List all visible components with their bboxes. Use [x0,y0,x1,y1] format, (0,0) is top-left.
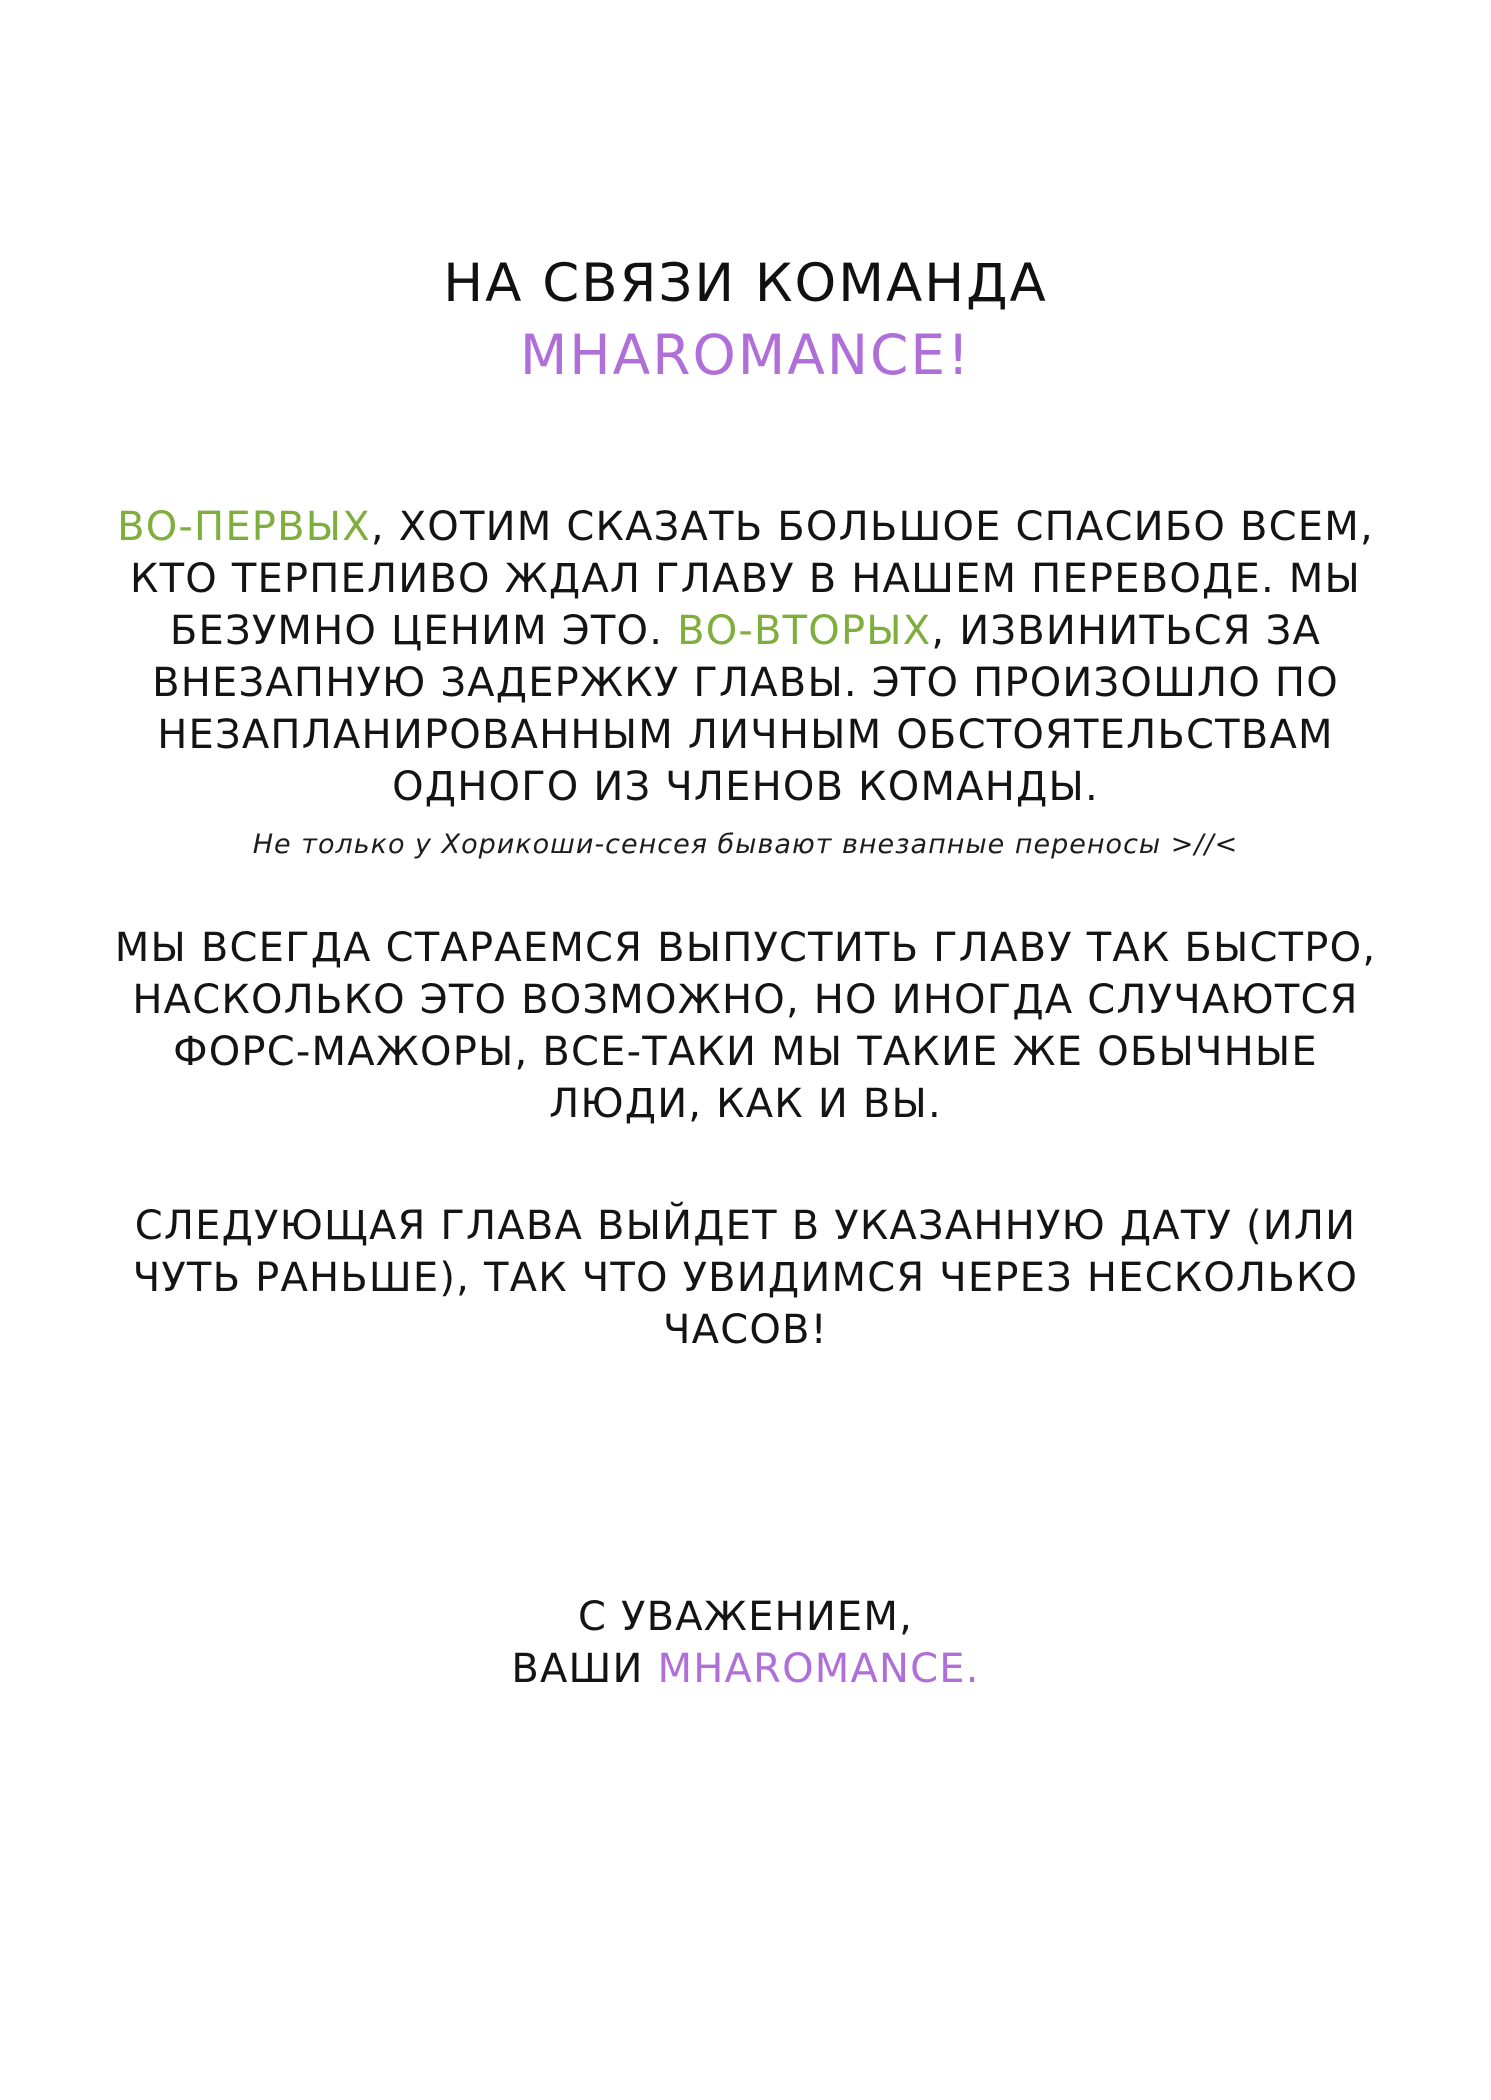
paragraph-first-text-1: , ХОТИМ СКАЗАТЬ БОЛЬШОЕ СПАСИБО ВСЕМ, КТО ТЕРПЕЛИВО ЖДАЛ ГЛАВУ В НАШЕМ ПЕРЕВОДЕ. МЫ БЕЗУМНО ЦЕНИМ ЭТО. [129,503,1374,654]
signature-prefix: ВАШИ [511,1645,658,1692]
page-title [0,255,1491,386]
title-line-2: MHAROMANCE! [519,323,972,388]
highlight-firstly: ВО-ПЕРВЫХ [117,503,371,550]
paragraph-first-note: Не только у Хорикоши-сенсея бывают внезапные переносы >//< [252,828,1239,860]
paragraph-second: МЫ ВСЕГДА СТАРАЕМСЯ ВЫПУСТИТЬ ГЛАВУ ТАК БЫСТРО, НАСКОЛЬКО ЭТО ВОЗМОЖНО, НО ИНОГДА СЛУЧАЮТСЯ ФОРС-МАЖОРЫ, ВСЕ-ТАКИ МЫ ТАКИЕ ЖЕ ОБЫЧНЫЕ ЛЮДИ, КАК И ВЫ. [114,924,1377,1127]
signature-line-1: С УВАЖЕНИЕМ, [577,1593,914,1640]
signature-block [0,1591,1491,1695]
signature-line-2 [0,1643,1491,1695]
paragraph-first-text-2: , ИЗВИНИТЬСЯ ЗА ВНЕЗАПНУЮ ЗАДЕРЖКУ ГЛАВЫ. ЭТО ПРОИЗОШЛО ПО НЕЗАПЛАНИРОВАННЫМ ЛИЧНЫМ ОБСТОЯТЕЛЬСТВАМ ОДНОГО ИЗ ЧЛЕНОВ КОМАНДЫ. [152,607,1339,810]
title-line-1: НА СВЯЗИ КОМАНДА [443,253,1048,314]
highlight-secondly: ВО-ВТОРЫХ [677,607,932,654]
paragraph-third: СЛЕДУЮЩАЯ ГЛАВА ВЫЙДЕТ В УКАЗАННУЮ ДАТУ (ИЛИ ЧУТЬ РАНЬШЕ), ТАК ЧТО УВИДИМСЯ ЧЕРЕЗ НЕСКОЛЬКО ЧАСОВ! [132,1202,1359,1353]
paragraph-first [106,501,1386,862]
signature-team-name: MHAROMANCE. [657,1645,980,1692]
